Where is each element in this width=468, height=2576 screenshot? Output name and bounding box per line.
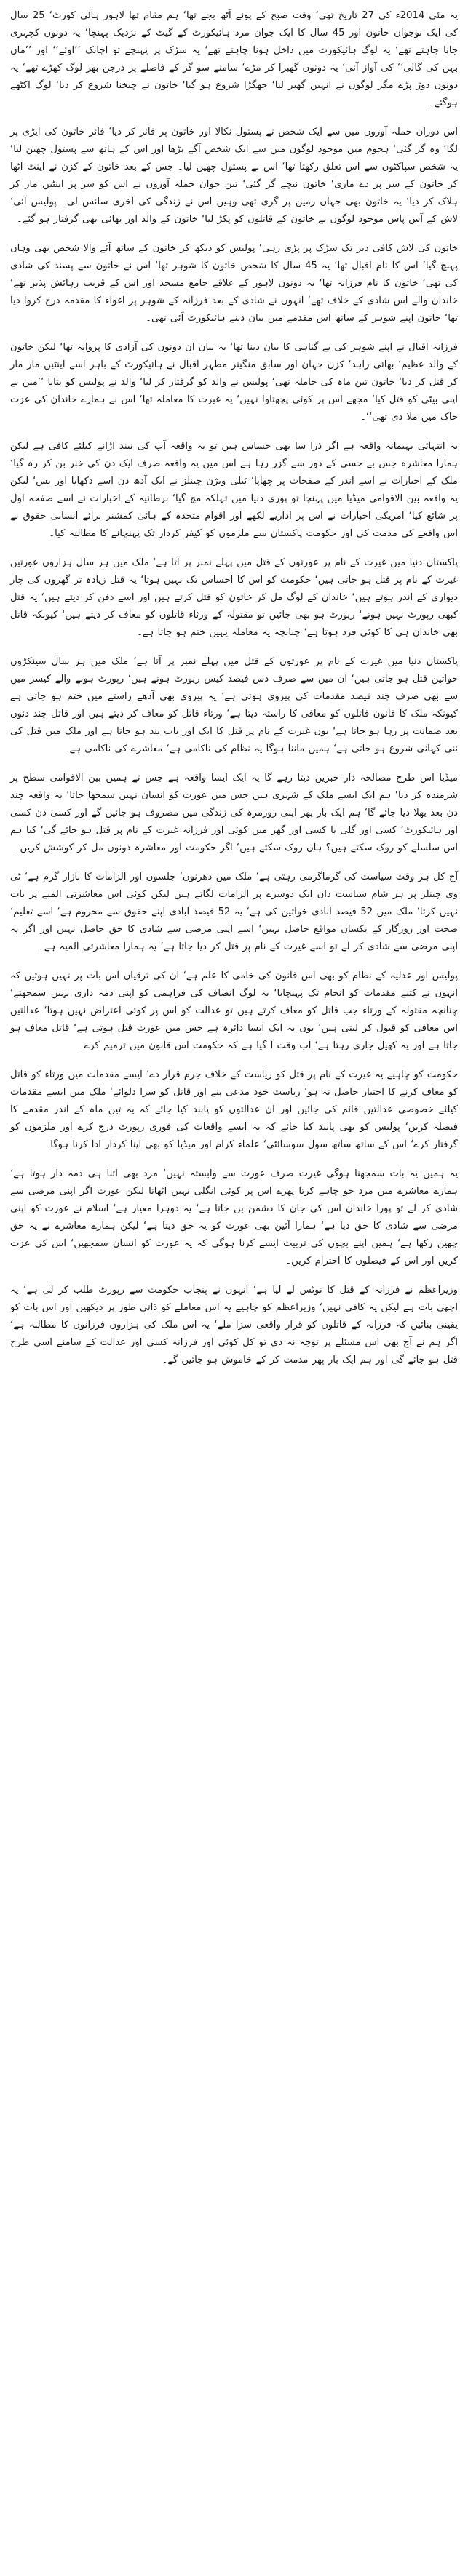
article-paragraph: پولیس اور عدلیہ کے نظام کو بھی اس قانون کی خامی کا علم ہے‘ ان کی ترقیاں اس بات پر نہیں ہوتیں کہ انہوں نے کتنے مقدمات کو انجام تک پہنچایا‘ یہ لوگ انصاف کی فراہمی کو اپنی ذمہ داری نہیں سمجھتے‘ چنانچہ مقتولہ کے ورثاء جب قاتل کو معاف کرتے ہیں تو عدالت کو اس پر کوئی اعتراض نہیں ہوتا‘ عدالتیں اس معافی کو قبول کر لیتی ہیں‘ یوں یہ ایک ایسا دائرہ ہے جس میں عورت قتل ہوتی ہے‘ قاتل معاف ہو جاتا ہے اور یہ کھیل جاری رہتا ہے‘ اب وقت آ گیا ہے کہ حکومت اس قانون میں ترمیم کرے۔ xyxy=(10,970,458,1051)
article-paragraph: پاکستان دنیا میں غیرت کے نام پر عورتوں کے قتل میں پہلے نمبر پر آتا ہے‘ ملک میں ہر سال ہزاروں عورتیں غیرت کے نام پر قتل ہو جاتی ہیں‘ حکومت کو اس کا احساس تک نہیں ہوتا‘ یہ قتل زیادہ تر گھروں کی چار دیواری کے اندر ہوتے ہیں‘ خاندان کے لوگ مل کر خاتون کو قتل کرتے ہیں اور اسے دفن کر دیتے ہیں‘ یہ قتل کبھی رپورٹ نہیں ہوتے‘ رپورٹ ہو بھی جائیں تو مقتولہ کے ورثاء قاتلوں کو معاف کر دیتے ہیں‘ کیونکہ قاتل بھی خاندان ہی کا کوئی فرد ہوتا ہے‘ چنانچہ یہ معاملہ یہیں ختم ہو جاتا ہے۔ xyxy=(10,557,458,638)
article-paragraph: یہ ہمیں یہ بات سمجھنا ہوگی غیرت صرف عورت سے وابستہ نہیں‘ مرد بھی اتنا ہی ذمہ دار ہوتا ہے‘ ہمارے معاشرے میں مرد جو چاہے کرتا پھرے اس پر کوئی انگلی نہیں اٹھاتا لیکن عورت اگر اپنی مرضی سے شادی کر لے تو پورا خاندان اس کی جان کا دشمن بن جاتا ہے‘ یہ دوہرا معیار ہے‘ اسلام نے عورت کو اپنی مرضی سے شادی کا حق دیا ہے‘ ہمارا آئین بھی عورت کو یہ حق دیتا ہے‘ لیکن ہمارے معاشرے نے یہ حق چھین رکھا ہے‘ ہمیں اپنے بچوں کی تربیت ایسے کرنا ہوگی کہ یہ عورت کو انسان سمجھیں‘ اس کی عزت کریں اور اس کے فیصلوں کا احترام کریں۔ xyxy=(10,1168,458,1267)
article-paragraph: خاتون کی لاش کافی دیر تک سڑک پر پڑی رہی‘ پولیس کو دیکھ کر خاتون کے ساتھ آئے والا شخص بھی وہاں پہنچ گیا‘ اس کا نام اقبال تھا‘ یہ 45 سال کا شخص خاتون کا شوہر تھا‘ اس نے خاتون سے پسند کی شادی کی تھی‘ خاتون کا نام فرزانہ تھا‘ یہ دونوں لاہور کے علاقے جامع مسجد اور اس کے قریب رہائش پذیر تھے‘ خاندان والے اس شادی کے خلاف تھے‘ انہوں نے شادی کے بعد فرزانہ کے شوہر پر اغواء کا مقدمہ درج کروا دیا تھا‘ خاتون اپنے شوہر کے ساتھ اس مقدمے میں بیان دینے ہائیکورٹ آئی تھی۔ xyxy=(10,243,458,324)
article-paragraph: فرزانہ اقبال نے اپنے شوہر کی بے گناہی کا بیان دینا تھا‘ یہ بیان ان دونوں کی آزادی کا پروانہ تھا‘ لیکن خاتون کے والد عظیم‘ بھائی زاہد‘ کزن جہان اور سابق منگیتر مظہر اقبال نے ہائیکورٹ کے باہر اسے اینٹیں مار مار کر قتل کر دیا‘ خاتون تین ماہ کی حاملہ تھی‘ پولیس نے والد کو گرفتار کر لیا‘ والد نے پولیس کو بتایا ’’میں نے اپنی بیٹی کو قتل کیا‘ مجھے اس پر کوئی پچھتاوا نہیں‘ یہ غیرت کا معاملہ تھا‘ اس نے ہمارے خاندان کی عزت خاک میں ملا دی تھی‘‘۔ xyxy=(10,342,458,423)
article-paragraph: میڈیا اس طرح مصالحہ دار خبریں دیتا رہے گا یہ ایک ایسا واقعہ ہے جس نے ہمیں بین الاقوامی سطح پر شرمندہ کر دیا‘ ہم ایک ایسے ملک کے شہری ہیں جس میں عورت کو انسان نہیں سمجھا جاتا‘ یہ واقعہ چند دن بعد بھلا دیا جائے گا‘ ہم ایک بار پھر اپنی روزمرہ کی زندگی میں مصروف ہو جائیں گے اور کسی دن کسی اور ہائیکورٹ‘ کسی اور گلی یا کسی اور گھر میں کوئی اور فرزانہ غیرت کے نام پر قتل ہو جائے گی‘ کیا ہم اس سلسلے کو روک سکتے ہیں؟ ہاں روک سکتے ہیں‘ اگر حکومت اور معاشرہ دونوں مل کر کوشش کریں۔ xyxy=(10,773,458,853)
article-paragraph: یہ انتہائی بہیمانہ واقعہ ہے اگر ذرا سا بھی حساس ہیں تو یہ واقعہ آپ کی نیند اڑانے کیلئے کافی ہے لیکن ہمارا معاشرہ جس بے حسی کے دور سے گزر رہا ہے اس میں یہ واقعہ صرف ایک دن کی خبر بن کر رہ گیا‘ ملک کے اخبارات نے اسے اندر کے صفحات پر چھاپا‘ ٹیلی ویژن چینلز نے ایک آدھ دن اسے دکھایا اور بس‘ لیکن یہ واقعہ بین الاقوامی میڈیا میں پہنچا تو پوری دنیا میں تہلکہ مچ گیا‘ برطانیہ کے اخبارات نے اسے صفحہ اول پر شائع کیا‘ امریکی اخبارات نے اس پر اداریے لکھے اور اقوام متحدہ کے ہائی کمشنر برائے انسانی حقوق نے اس واقعے کی مذمت کی اور حکومت پاکستان سے ملزموں کو کیفر کردار تک پہنچانے کا مطالبہ کیا۔ xyxy=(10,441,458,539)
article-body xyxy=(10,7,458,1369)
article-paragraph: پاکستان دنیا میں غیرت کے نام پر عورتوں کے قتل میں پہلے نمبر پر آتا ہے‘ ملک میں ہر سال سینکڑوں خواتین قتل ہو جاتی ہیں‘ ان میں سے صرف دس فیصد کیس رپورٹ ہوتے ہیں‘ رپورٹ ہونے والے کیسز میں سے بھی صرف چند فیصد مقدمات کی پیروی ہوتی ہے‘ یہ پیروی بھی آدھے راستے میں ختم ہو جاتی ہے کیونکہ ملک کا قانون قاتلوں کو معافی کا راستہ دیتا ہے‘ ورثاء قاتل کو معاف کر دیتے ہیں اور قاتل چند دنوں بعد ضمانت پر رہا ہو جاتا ہے‘ یوں غیرت کے نام پر قتل کا ایک اور باب بند ہو جاتا ہے اور ملک میں قتل کی نئی کہانی شروع ہو جاتی ہے‘ ہمیں ماننا ہوگا یہ نظام کی ناکامی ہے‘ معاشرے کی ناکامی ہے۔ xyxy=(10,656,458,754)
article-paragraph: حکومت کو چاہیے یہ غیرت کے نام پر قتل کو ریاست کے خلاف جرم قرار دے‘ ایسے مقدمات میں ورثاء کو قاتل کو معاف کرنے کا اختیار حاصل نہ ہو‘ ریاست خود مدعی بنے اور قاتل کو سزا دلوائے‘ ملک میں ایسے مقدمات کیلئے خصوصی عدالتیں قائم کی جائیں اور ان عدالتوں کو پابند کیا جائے کہ یہ تین ماہ کے اندر مقدمے کا فیصلہ کریں‘ پولیس کو بھی پابند کیا جائے کہ یہ ایسے واقعات کی فوری رپورٹ درج کرے اور ملزموں کو گرفتار کرے‘ اس کے ساتھ ساتھ سول سوسائٹی‘ علماء کرام اور میڈیا کو بھی اپنا کردار ادا کرنا ہوگا۔ xyxy=(10,1069,458,1150)
article-paragraph: وزیراعظم نے فرزانہ کے قتل کا نوٹس لے لیا ہے‘ انہوں نے پنجاب حکومت سے رپورٹ طلب کر لی ہے‘ یہ اچھی بات ہے لیکن یہ کافی نہیں‘ وزیراعظم کو چاہیے یہ اس معاملے کو ذاتی طور پر دیکھیں اور اس بات کو یقینی بنائیں کہ فرزانہ کے قاتلوں کو قرار واقعی سزا ملے‘ یہ اس ملک کی ہزاروں فرزانوں کا مطالبہ ہے‘ اگر ہم نے آج بھی اس مسئلے پر توجہ نہ دی تو کل کوئی اور فرزانہ کسی اور عدالت کے سامنے اسی طرح قتل ہو جائے گی اور ہم ایک بار پھر مذمت کر کے خاموش ہو جائیں گے۔ xyxy=(10,1285,458,1365)
article-paragraph: یہ مئی 2014ء کی 27 تاریخ تھی‘ وقت صبح کے پونے آٹھ بجے تھا‘ ہم مقام تھا لاہور ہائی کورٹ‘ 25 سال کی ایک نوجوان خاتون اور 45 سال کا ایک جوان مرد ہائیکورٹ کے گیٹ کے نزدیک پہنچا‘ یہ دونوں کچہری جانا چاہتے تھے‘ یہ لوگ ہائیکورٹ میں داخل ہونا چاہتے تھے‘ یہ سڑک پر پہنچے تو اچانک ’’اوئے‘‘ اور ’’ماں بہن کی گالی‘‘ کی آواز آئی‘ یہ دونوں گھبرا کر مڑے‘ سامنے سو گز کے فاصلے پر درجن بھر لوگ کھڑے تھے‘ یہ دونوں دوڑ پڑے مگر لوگوں نے انہیں گھیر لیا‘ جھگڑا شروع ہو گیا‘ خاتون نے چیخنا شروع کر دیا‘ لوگ اکٹھے ہوگئے۔ xyxy=(10,10,458,108)
article-paragraph: آج کل ہر وقت سیاست کی گرماگرمی رہتی ہے‘ ملک میں دھرنوں‘ جلسوں اور الزامات کا بازار گرم ہے‘ ٹی وی چینلز پر ہر شام سیاست دان ایک دوسرے پر الزامات لگاتے ہیں لیکن کوئی اس معاشرتی المیے پر بات نہیں کرتا‘ ملک میں 52 فیصد آبادی خواتین کی ہے‘ یہ 52 فیصد آبادی اپنے حقوق سے محروم ہے‘ اسے تعلیم‘ صحت اور روزگار کے یکساں مواقع حاصل نہیں‘ اسے اپنی مرضی سے شادی کا حق حاصل نہیں اور اگر یہ اپنی مرضی سے شادی کر لے تو اسے غیرت کے نام پر قتل کر دیا جاتا ہے‘ یہ ہمارا معاشرتی المیہ ہے۔ xyxy=(10,872,459,952)
article-paragraph: اس دوران حملہ آوروں میں سے ایک شخص نے پستول نکالا اور خاتون پر فائر کر دیا‘ فائر خاتون کی ایڑی پر لگا‘ وہ گر گئی‘ ہجوم میں موجود لوگوں میں سے ایک شخص آگے بڑھا اور اس کے ہاتھ سے پستول چھین لیا‘ یہ شخص سپاکٹوں سے اس تعلق رکھتا تھا‘ اس نے پستول چھین لیا۔ جس کے بعد خاتون کے کزن نے اینٹ اٹھا کر خاتون کے سر پر دے ماری‘ خاتون نیچے گر گئی‘ تین جوان حملہ آوروں نے اس کو سر پر اینٹیں مار کر ہلاک کر دیا‘ یہ خاتون بھی جہاں زمین پر گری تھی وہیں اس نے زندگی کی آخری سانس لی۔ پولیس آئی‘ لاش کے آس پاس موجود لوگوں نے خاتون کے قاتلوں کو پکڑ لیا‘ خاتون کے والد اور بھائی بھی گرفتار ہو گئے۔ xyxy=(10,127,458,225)
